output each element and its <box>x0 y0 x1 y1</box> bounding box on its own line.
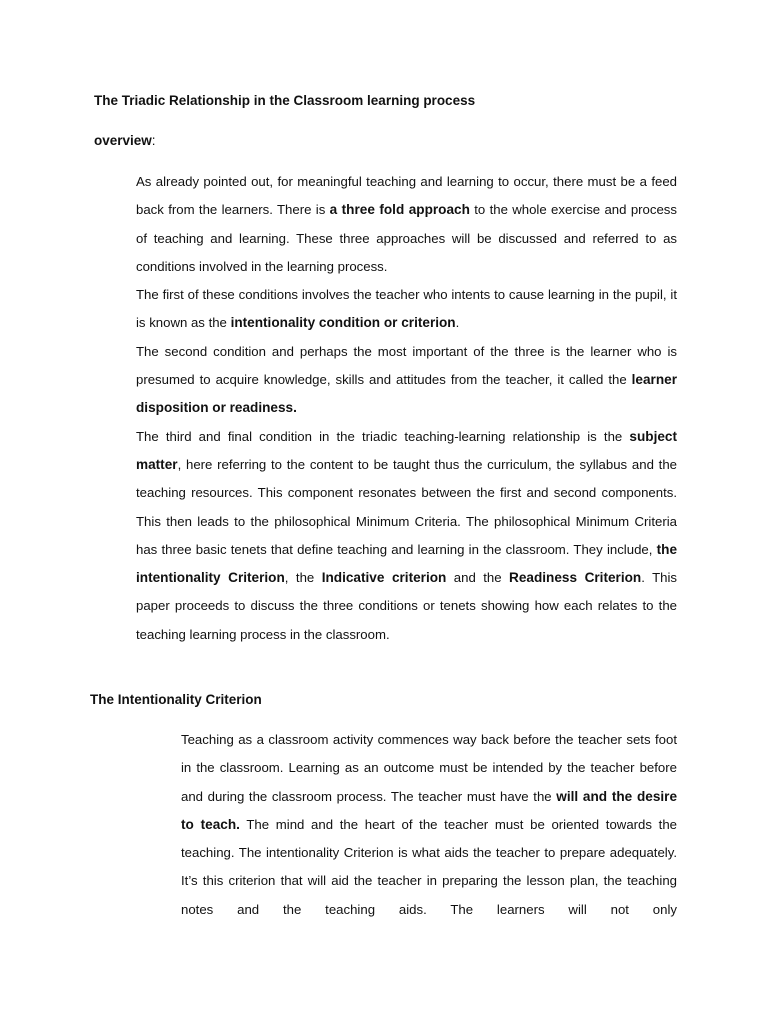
paragraph-text: The second condition and perhaps the most important of the three is the learner who is presumed to acquire knowledge, skills and attitudes from the teacher, it called the <box>136 343 677 388</box>
overview-label: overview <box>94 133 152 148</box>
emphasis-intentionality-criterion: the intentionality Criterion <box>136 541 677 586</box>
paragraph-4 <box>136 423 677 649</box>
paragraph-text: , the <box>284 570 322 586</box>
paragraph-text: , here referring to the content to be taught thus the curriculum, the syllabus and the teaching resources. This component resonates between the first and second components. This then leads to the philosophical Minimum Criteria. The philosophical Minimum Criteria has three basic tenets that define teaching and learning in the classroom. They include, <box>136 456 677 557</box>
paragraph-text: The third and final condition in the triadic teaching-learning relationship is the <box>136 428 630 444</box>
paragraph-text: Teaching as a classroom activity commences way back before the teacher sets foot in the classroom. Learning as an outcome must be intended by the teacher before and during the classroom process. The teacher must have the <box>181 732 677 804</box>
paragraph-text: The first of these conditions involves the teacher who intents to cause learning in the pupil, it is known as the <box>136 287 677 331</box>
overview-colon: : <box>151 133 156 148</box>
paragraph-3 <box>136 338 677 423</box>
paragraph-text: . <box>455 315 460 331</box>
emphasis-intentionality-condition: intentionality condition or criterion <box>230 315 456 331</box>
emphasis-will-and-desire: will and the desire to teach. <box>181 788 678 832</box>
paragraph-text: to the whole exercise and process of teaching and learning. These three approaches will be discussed and referred to as conditions involved in the learning process. <box>136 202 677 274</box>
overview-heading <box>94 133 156 148</box>
intentionality-body <box>181 726 677 924</box>
section-heading-intentionality: The Intentionality Criterion <box>90 692 262 707</box>
emphasis-learner-disposition: learner disposition or readiness. <box>136 372 677 416</box>
emphasis-subject-matter: subject matter <box>136 428 677 472</box>
paragraph-2 <box>136 281 677 338</box>
overview-body <box>136 168 677 649</box>
paragraph-text: . This paper proceeds to discuss the three conditions or tenets showing how each relates to the teaching learning process in the classroom. <box>136 570 677 642</box>
paragraph-text: and the <box>446 570 510 586</box>
paragraph-1 <box>136 168 677 281</box>
emphasis-indicative-criterion: Indicative criterion <box>321 570 447 586</box>
paragraph-text: The mind and the heart of the teacher must be oriented towards the teaching. The intentionality Criterion is what aids the teacher to prepare adequately. It’s this criterion that will aid the teacher in preparing the lesson plan, the teaching notes and the teaching aids. The learners will not only <box>181 816 677 917</box>
emphasis-readiness-criterion: Readiness Criterion <box>509 570 642 586</box>
paragraph-text: As already pointed out, for meaningful teaching and learning to occur, there must be a feed back from the learners. There is <box>136 174 677 218</box>
emphasis-three-fold-approach: a three fold approach <box>329 202 470 218</box>
document-title: The Triadic Relationship in the Classroom learning process <box>94 93 476 108</box>
paragraph-intentionality <box>181 726 677 924</box>
